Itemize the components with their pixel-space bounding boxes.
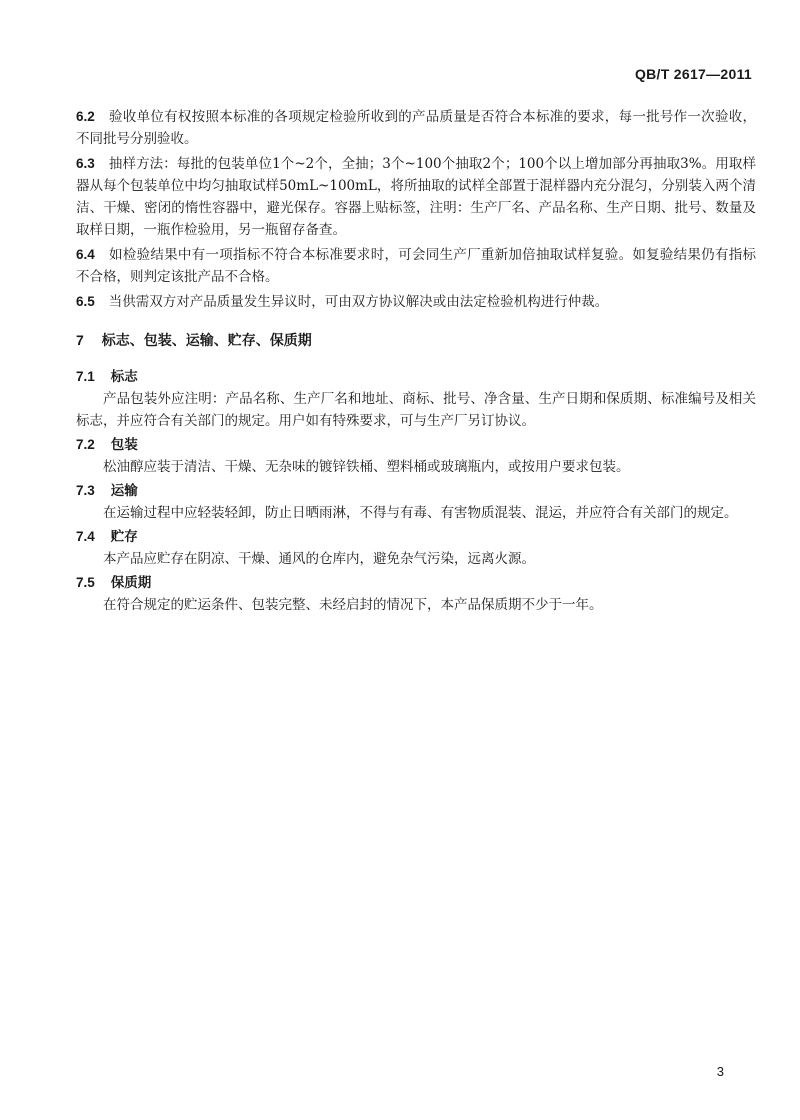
clause-6-4: [76, 244, 756, 288]
clause-7-5: [76, 572, 756, 616]
clause-text: 如检验结果中有一项指标不符合本标准要求时，可会同生产厂重新加倍抽取试样复验。如复验结果仍有指标不合格，则判定该批产品不合格。: [76, 247, 756, 285]
subclause-text: 松油醇应装于清洁、干燥、无杂味的镀锌铁桶、塑料桶或玻璃瓶内，或按用户要求包装。: [103, 459, 630, 475]
subclause-number: 7.3: [76, 483, 95, 498]
clause-text: 当供需双方对产品质量发生异议时，可由双方协议解决或由法定检验机构进行仲裁。: [108, 294, 609, 310]
subclause-text: 产品包装外应注明：产品名称、生产厂名和地址、商标、批号、净含量、生产日期和保质期、标准编号及相关标志，并应符合有关部门的规定。用户如有特殊要求，可与生产厂另订协议。: [76, 391, 756, 429]
subclause-number: 7.5: [76, 575, 95, 590]
subclause-heading: [76, 434, 756, 456]
subclause-heading: [76, 480, 756, 502]
clause-7-4: [76, 526, 756, 570]
subclause-text: 本产品应贮存在阴凉、干燥、通风的仓库内，避免杂气污染，远离火源。: [103, 551, 535, 567]
clause-6-3: [76, 153, 756, 241]
subclause-number: 7.4: [76, 529, 95, 544]
clause-7-3: [76, 480, 756, 524]
page-number: 3: [716, 1064, 724, 1079]
subclause-title: 保质期: [110, 575, 152, 591]
section-7-heading: [76, 329, 756, 352]
subclause-title: 运输: [110, 483, 138, 499]
clause-number: 6.5: [76, 294, 95, 309]
clause-text: 抽样方法：每批的包装单位1个~2个，全抽；3个~100个抽取2个；100个以上增加部分再抽取3%。用取样器从每个包装单位中均匀抽取试样50mL~100mL，将所抽取的试样全部置于混样器内充分混匀，分别装入两个清洁、干燥、密闭的惰性容器中，避光保存。容器上贴标签，注明：生产厂名、产品名称、生产日期、批号、数量及取样日期，一瓶作检验用，另一瓶留存备查。: [76, 156, 756, 238]
subclause-title: 贮存: [110, 529, 138, 545]
standard-code: QB/T 2617—2011: [634, 66, 752, 82]
subclause-title: 包装: [110, 437, 138, 453]
clause-text: 验收单位有权按照本标准的各项规定检验所收到的产品质量是否符合本标准的要求，每一批号作一次验收，不同批号分别验收。: [76, 109, 756, 147]
subclause-heading: [76, 366, 756, 388]
clause-7-1: [76, 366, 756, 432]
clause-6-2: [76, 106, 756, 150]
clause-7-2: [76, 434, 756, 478]
subclause-number: 7.1: [76, 369, 95, 384]
document-body: [76, 106, 756, 618]
section-number: 7: [76, 332, 84, 348]
subclause-heading: [76, 526, 756, 548]
clause-number: 6.2: [76, 109, 95, 124]
subclause-text: 在符合规定的贮运条件、包装完整、未经启封的情况下，本产品保质期不少于一年。: [103, 597, 603, 613]
clause-6-5: [76, 291, 756, 313]
subclause-title: 标志: [110, 369, 138, 385]
section-title: 标志、包装、运输、贮存、保质期: [101, 333, 312, 349]
subclause-text: 在运输过程中应轻装轻卸，防止日晒雨淋，不得与有毒、有害物质混装、混运，并应符合有关部门的规定。: [103, 505, 738, 521]
clause-number: 6.3: [76, 156, 95, 171]
subclause-number: 7.2: [76, 437, 95, 452]
subclause-heading: [76, 572, 756, 594]
clause-number: 6.4: [76, 247, 95, 262]
